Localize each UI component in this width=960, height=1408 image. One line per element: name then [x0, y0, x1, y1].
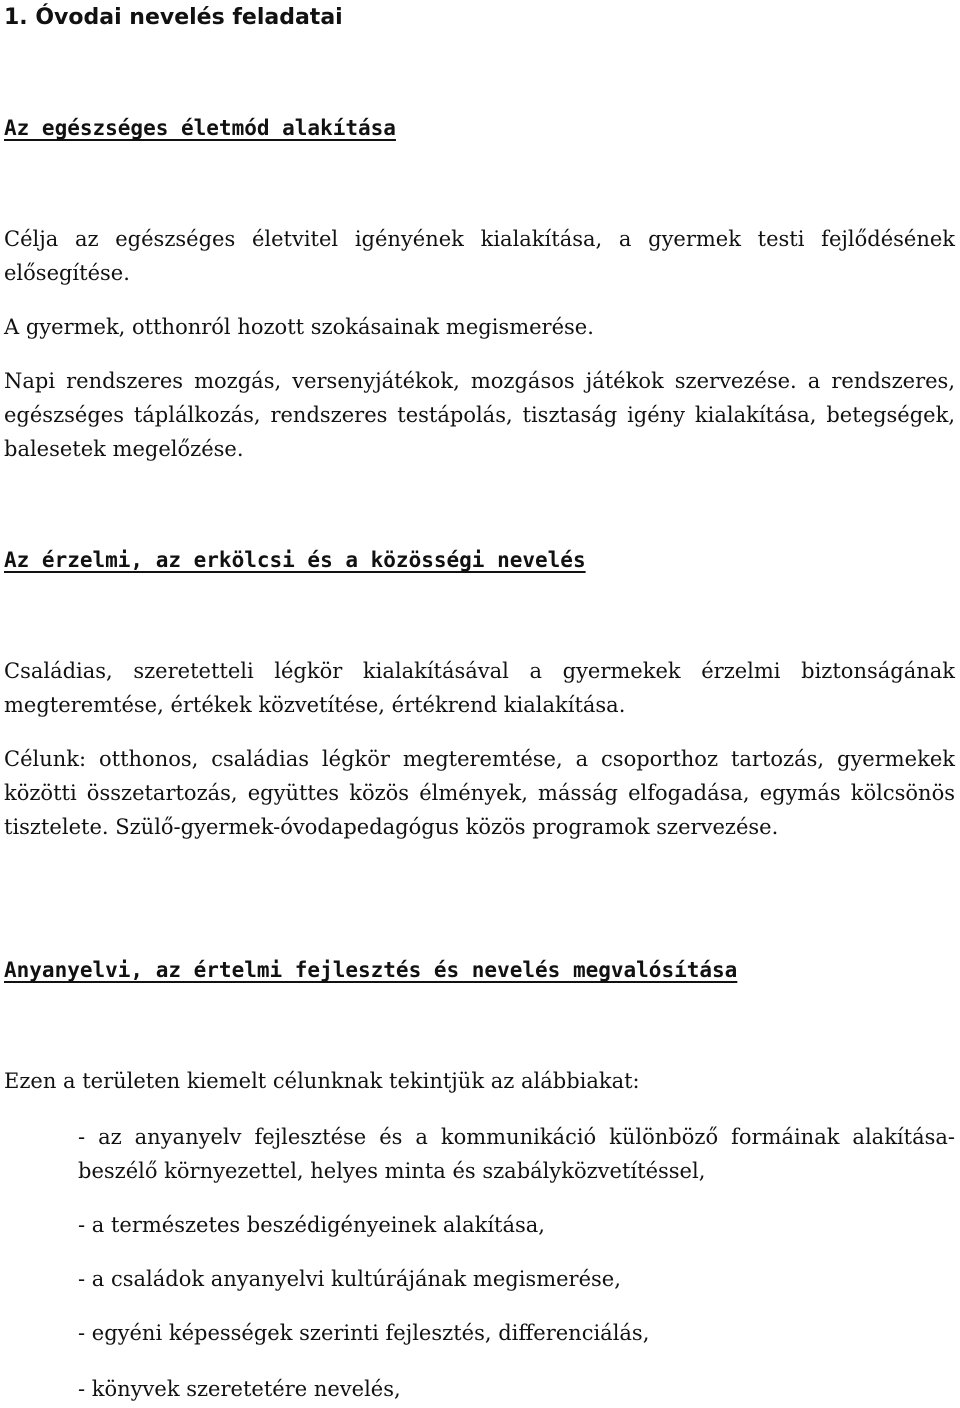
- list-item: - egyéni képességek szerinti fejlesztés, differenciálás,: [78, 1321, 650, 1345]
- section-paragraph: Ezen a területen kiemelt célunknak tekintjük az alábbiakat:: [4, 1069, 640, 1093]
- list-item: - az anyanyelv fejlesztése és a kommunikáció különböző formáinak alakítása- beszélő környezettel, helyes minta és szabályközvetítéssel,: [78, 1125, 955, 1183]
- section-paragraph: Napi rendszeres mozgás, versenyjátékok, mozgásos játékok szervezése. a rendszeres, egészséges táplálkozás, rendszeres testápolás, tisztaság igény kialakítása, betegségek, balesetek megelőzése.: [4, 369, 955, 461]
- section-paragraph: Célja az egészséges életvitel igényének kialakítása, a gyermek testi fejlődésének elősegítése.: [4, 227, 955, 285]
- section-heading-healthy-lifestyle: Az egészséges életmód alakítása: [4, 116, 396, 140]
- list-item: - a családok anyanyelvi kultúrájának megismerése,: [78, 1267, 621, 1291]
- section-heading-emotional-moral-community: Az érzelmi, az erkölcsi és a közösségi nevelés: [4, 548, 586, 572]
- section-paragraph: A gyermek, otthonról hozott szokásainak megismerése.: [4, 315, 594, 339]
- list-item: - könyvek szeretetére nevelés,: [78, 1377, 401, 1401]
- document-title: 1. Óvodai nevelés feladatai: [4, 5, 343, 30]
- section-paragraph: Családias, szeretetteli légkör kialakításával a gyermekek érzelmi biztonságának megteremtése, értékek közvetítése, értékrend kialakítása.: [4, 659, 955, 717]
- section-paragraph: Célunk: otthonos, családias légkör megteremtése, a csoporthoz tartozás, gyermekek közötti összetartozás, együttes közös élmények, másság elfogadása, egymás kölcsönös tisztelete. Szülő-gyermek-óvodapedagógus közös programok szervezése.: [4, 747, 955, 839]
- list-item: - a természetes beszédigényeinek alakítása,: [78, 1213, 545, 1237]
- section-heading-native-language-intellectual: Anyanyelvi, az értelmi fejlesztés és nevelés megvalósítása: [4, 958, 738, 982]
